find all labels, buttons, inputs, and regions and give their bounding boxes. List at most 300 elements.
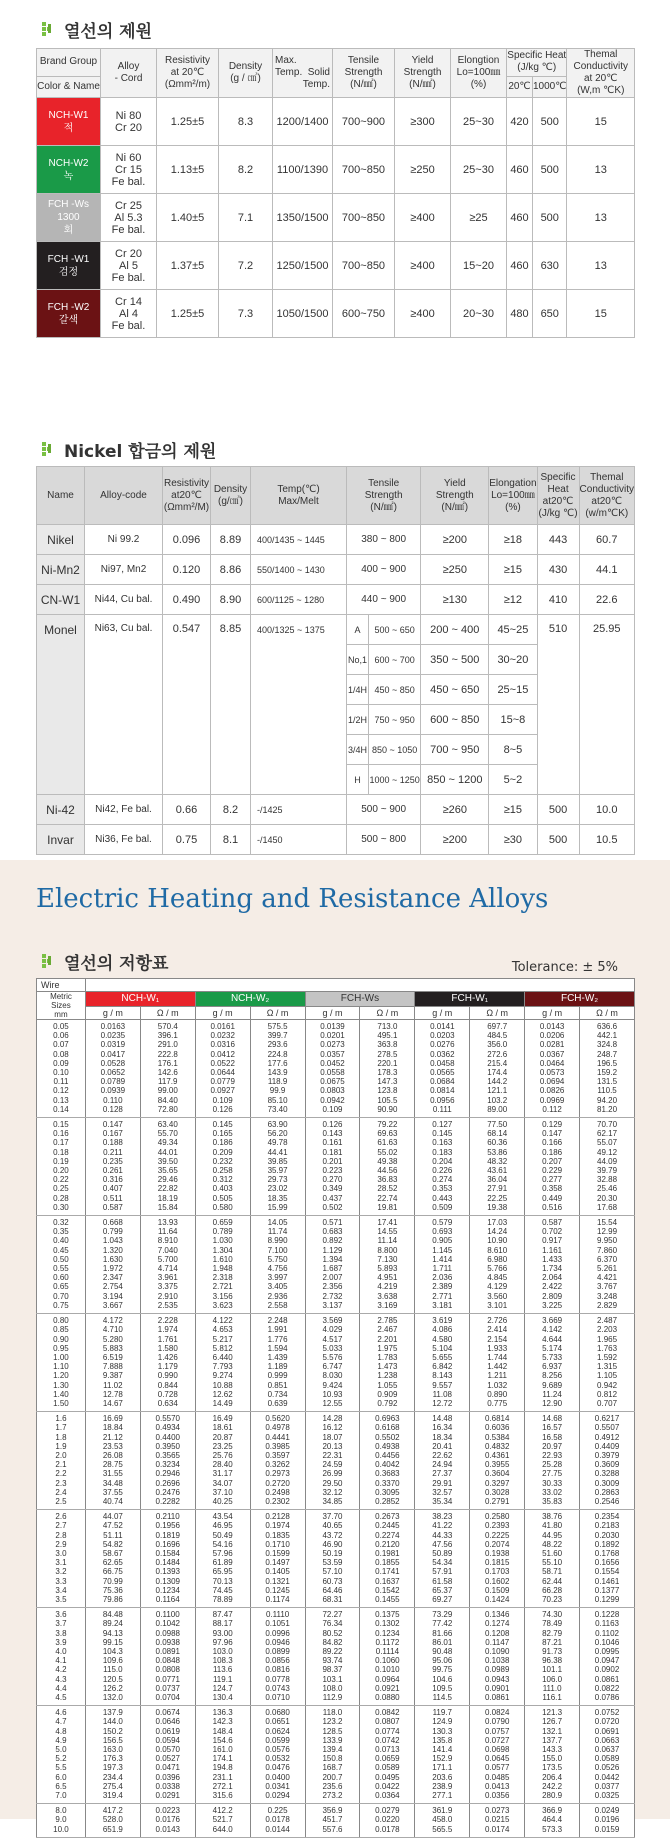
- col-header: NCH-W₂: [195, 992, 305, 1007]
- size-group: [37, 1118, 635, 1216]
- tensile-cell: 440 ~ 900: [347, 585, 421, 615]
- col-header: FCH-W₁: [415, 992, 525, 1007]
- ohm-cell: 17.03 14.24 10.90 8.610 6.980 5.766 4.845 4.129 3.560 3.101: [470, 1216, 525, 1314]
- elong-cell: 8~5: [489, 735, 537, 765]
- alloy-cell: Ni 60 Cr 15 Fe bal.: [101, 146, 157, 194]
- th-alloy-code: Alloy-code: [85, 467, 163, 525]
- weight-cell: 0.668 0.799 1.043 1.320 1.630 1.972 2.347 2.754 3.194 3.667: [85, 1216, 140, 1314]
- tensile-cell: 450 ~ 850: [369, 675, 421, 705]
- size-cell: 1.6 1.7 1.8 1.9 2.0 2.1 2.2 2.3 2.4 2.5: [37, 1412, 86, 1510]
- th-wire: Wire: [37, 979, 86, 992]
- name-cell: Invar: [37, 825, 85, 855]
- yield-cell: 450 ~ 650: [421, 675, 489, 705]
- ohm-cell: 63.90 56.20 49.78 44.41 39.85 35.97 29.73 23.02 18.35 15.99: [250, 1118, 305, 1216]
- tens-cell: 600~750: [333, 290, 395, 338]
- weight-cell: 0.0163 0.0235 0.0319 0.0417 0.0528 0.0652 0.0789 0.0939 0.110 0.128: [85, 1020, 140, 1118]
- s1000-cell: 500: [533, 194, 567, 242]
- size-cell: 8.0 9.0 10.0: [37, 1804, 86, 1838]
- ohm-cell: 0.5570 0.4934 0.4400 0.3950 0.3565 0.3234 0.2946 0.2696 0.2476 0.2282: [140, 1412, 195, 1510]
- ohm-cell: 0.2354 0.2183 0.2030 0.1892 0.1768 0.1656 0.1554 0.1461 0.1377 0.1299: [580, 1510, 635, 1608]
- elong-cell: 15~20: [451, 242, 507, 290]
- weight-cell: 37.70 40.65 43.72 46.90 50.19 53.59 57.10 60.73 64.46 68.31: [305, 1510, 360, 1608]
- thermal-cell: 44.1: [579, 555, 634, 585]
- unit-gm: g / m: [525, 1006, 580, 1019]
- ohm-cell: 0.1110 0.1051 0.0996 0.0946 0.0899 0.0856 0.0816 0.0778 0.0743 0.0710: [250, 1608, 305, 1706]
- spec-cell: 443: [537, 525, 579, 555]
- temp-cell: 400/1325 ~ 1375: [251, 615, 347, 795]
- ohm-cell: 2.726 2.414 2.154 1.933 1.744 1.442 1.211 1.032 0.890 0.775: [470, 1314, 525, 1412]
- den-cell: 8.89: [211, 525, 251, 555]
- weight-cell: 0.127 0.145 0.163 0.183 0.204 0.226 0.274 0.353 0.443 0.509: [415, 1118, 470, 1216]
- th-max-temp: Max. Temp. Solid Temp.: [273, 49, 333, 98]
- elong-cell: ≥30: [489, 825, 537, 855]
- weight-cell: 14.28 16.12 18.07 20.13 22.31 24.59 26.99 29.50 32.12 34.85: [305, 1412, 360, 1510]
- s20-cell: 420: [507, 98, 533, 146]
- th-thermal: Themal Conductivity at 20℃ (W,m ℃K): [567, 49, 635, 98]
- ohm-cell: 0.5620 0.4978 0.4441 0.3985 0.3597 0.3262 0.2973 0.2720 0.2498 0.2302: [250, 1412, 305, 1510]
- temp-cell: 1050/1500: [273, 290, 333, 338]
- temp-cell: -/1425: [251, 795, 347, 825]
- size-group: [37, 1020, 635, 1118]
- th-brand-group: Brand Group: [37, 49, 101, 77]
- weight-cell: 38.76 41.80 44.95 48.22 51.60 55.10 58.71 62.44 66.28 70.23: [525, 1510, 580, 1608]
- weight-cell: 16.69 18.84 21.12 23.53 26.08 28.75 31.55 34.48 37.55 40.74: [85, 1412, 140, 1510]
- size-group: [37, 1804, 635, 1838]
- size-cell: 0.80 0.85 0.90 0.95 1.00 1.10 1.20 1.30 1.40 1.50: [37, 1314, 86, 1412]
- weight-cell: 0.129 0.147 0.166 0.186 0.207 0.229 0.277 0.358 0.449 0.516: [525, 1118, 580, 1216]
- unit-ohm: Ω / m: [360, 1006, 415, 1019]
- yield-cell: 200 ~ 400: [421, 615, 489, 645]
- name-cell: Ni-42: [37, 795, 85, 825]
- res-cell: 0.490: [163, 585, 211, 615]
- yield-cell: ≥250: [421, 555, 489, 585]
- elong-cell: 25~30: [451, 98, 507, 146]
- th-specific-heat: Specific Heat at20℃ (J/kg ℃): [537, 467, 579, 525]
- tensile-cell: 500 ~ 800: [347, 825, 421, 855]
- weight-cell: 119.7 124.9 130.3 135.8 141.4 152.9 171.1 203.6 238.9 277.1: [415, 1706, 470, 1804]
- name-cell: Nikel: [37, 525, 85, 555]
- ohm-cell: 0.1375 0.1302 0.1234 0.1172 0.1114 0.1060 0.1010 0.0964 0.0921 0.0880: [360, 1608, 415, 1706]
- tens-cell: 700~850: [333, 242, 395, 290]
- th-thermal: Themal Conductivity at20℃ (w/m℃K): [579, 467, 634, 525]
- elong-cell: 15~8: [489, 705, 537, 735]
- yld-cell: ≥300: [395, 98, 451, 146]
- alloy-code-cell: Ni36, Fe bal.: [85, 825, 163, 855]
- elong-cell: 20~30: [451, 290, 507, 338]
- thermal-cell: 10.5: [579, 825, 634, 855]
- section-title-3: 열선의 저항표: [0, 946, 168, 976]
- color-name-cell: NCH-W2 녹: [37, 146, 101, 194]
- res-cell: 0.547: [163, 615, 211, 795]
- temp-cell: 1350/1500: [273, 194, 333, 242]
- s1000-cell: 650: [533, 290, 567, 338]
- res-cell: 0.75: [163, 825, 211, 855]
- heating-wire-spec-table: [36, 48, 635, 338]
- weight-cell: 0.145 0.165 0.186 0.209 0.232 0.258 0.312 0.403 0.505 0.580: [195, 1118, 250, 1216]
- weight-cell: 43.54 46.95 50.49 54.16 57.96 61.89 65.95 70.13 74.45 78.89: [195, 1510, 250, 1608]
- ohm-cell: 0.0842 0.0807 0.0774 0.0742 0.0713 0.0659 0.0589 0.0495 0.0422 0.0364: [360, 1706, 415, 1804]
- weight-cell: 412.2 521.7 644.0: [195, 1804, 250, 1838]
- size-group: [37, 1216, 635, 1314]
- res-cell: 0.66: [163, 795, 211, 825]
- weight-cell: 0.126 0.143 0.161 0.181 0.201 0.223 0.270 0.349 0.437 0.502: [305, 1118, 360, 1216]
- ohm-cell: 0.0249 0.0196 0.0159: [580, 1804, 635, 1838]
- yld-cell: ≥400: [395, 242, 451, 290]
- size-cell: 0.15 0.16 0.17 0.18 0.19 0.20 0.22 0.25 0.28 0.30: [37, 1118, 86, 1216]
- weight-cell: 137.9 144.0 150.2 156.5 163.0 176.3 197.3 234.4 275.4 319.4: [85, 1706, 140, 1804]
- ohm-cell: 0.1100 0.1042 0.0988 0.0938 0.0891 0.0848 0.0808 0.0771 0.0737 0.0704: [140, 1608, 195, 1706]
- th-cell: 13: [567, 194, 635, 242]
- spec-cell: 500: [537, 795, 579, 825]
- weight-cell: 0.0143 0.0206 0.0281 0.0367 0.0464 0.0573 0.0694 0.0826 0.0969 0.112: [525, 1020, 580, 1118]
- unit-ohm: Ω / m: [250, 1006, 305, 1019]
- unit-ohm: Ω / m: [580, 1006, 635, 1019]
- den-cell: 8.3: [219, 98, 273, 146]
- bullet-icon: [42, 22, 56, 36]
- spec-row: [37, 146, 635, 194]
- den-cell: 7.3: [219, 290, 273, 338]
- ohm-cell: 0.0680 0.0651 0.0624 0.0599 0.0576 0.0532 0.0476 0.0400 0.0341 0.0294: [250, 1706, 305, 1804]
- s20-cell: 480: [507, 290, 533, 338]
- section-title-1: 열선의 제원: [0, 14, 152, 44]
- weight-cell: 0.0139 0.0201 0.0273 0.0357 0.0452 0.0558 0.0675 0.0803 0.0942 0.109: [305, 1020, 360, 1118]
- tensile-cell: 1000 ~ 1250: [369, 765, 421, 795]
- den-cell: 7.2: [219, 242, 273, 290]
- bullet-icon: [42, 442, 56, 456]
- size-cell: 4.6 4.7 4.8 4.9 5.0 5.2 5.5 6.0 6.5 7.0: [37, 1706, 86, 1804]
- size-group: [37, 1314, 635, 1412]
- temp-cell: 1200/1400: [273, 98, 333, 146]
- weight-cell: 74.30 78.49 82.79 87.21 91.73 96.38 101.1 106.0 111.0 116.1: [525, 1608, 580, 1706]
- name-cell: CN-W1: [37, 585, 85, 615]
- unit-gm: g / m: [415, 1006, 470, 1019]
- weight-cell: 417.2 528.0 651.9: [85, 1804, 140, 1838]
- weight-cell: 44.07 47.52 51.11 54.82 58.67 62.65 66.75 70.99 75.36 79.86: [85, 1510, 140, 1608]
- col-header: NCH-W₁: [85, 992, 195, 1007]
- section-title-2: Nickel 합금의 제원: [0, 434, 216, 464]
- ohm-cell: 2.785 2.467 2.201 1.975 1.783 1.473 1.238 1.055 0.909 0.792: [360, 1314, 415, 1412]
- alloy-cell: Ni 80 Cr 20: [101, 98, 157, 146]
- yld-cell: ≥400: [395, 290, 451, 338]
- ohm-cell: 713.0 495.1 363.8 278.5 220.1 178.3 147.3 123.8 105.5 90.90: [360, 1020, 415, 1118]
- ohm-cell: 0.6217 0.5507 0.4912 0.4409 0.3979 0.3609 0.3288 0.3009 0.2863 0.2546: [580, 1412, 635, 1510]
- bullet-icon: [42, 954, 56, 968]
- weight-cell: 0.0141 0.0203 0.0276 0.0362 0.0458 0.0565 0.0684 0.0814 0.0956 0.111: [415, 1020, 470, 1118]
- spec-cell: 500: [537, 825, 579, 855]
- ohm-cell: 636.6 442.1 324.8 248.7 196.5 159.2 131.5 110.5 94.20 81.20: [580, 1020, 635, 1118]
- alloy-code-cell: Ni63, Cu bal.: [85, 615, 163, 795]
- nickel-row: [37, 525, 635, 555]
- elong-cell: 30~20: [489, 645, 537, 675]
- ohm-cell: 0.0279 0.0220 0.0178: [360, 1804, 415, 1838]
- nickel-row: [37, 825, 635, 855]
- weight-cell: 121.3 126.7 132.1 137.7 143.3 155.0 173.5 206.4 242.2 280.9: [525, 1706, 580, 1804]
- th-tensile: Tensile Strength (N/㎟): [333, 49, 395, 98]
- size-group: [37, 1706, 635, 1804]
- den-cell: 8.2: [219, 146, 273, 194]
- alloy-cell: Cr 25 Al 5.3 Fe bal.: [101, 194, 157, 242]
- ohm-cell: 0.225 0.0178 0.0144: [250, 1804, 305, 1838]
- weight-cell: 0.147 0.167 0.188 0.211 0.235 0.261 0.316 0.407 0.511 0.587: [85, 1118, 140, 1216]
- nickel-row-monel: [37, 615, 635, 645]
- den-cell: 8.1: [211, 825, 251, 855]
- ohm-cell: 0.1346 0.1274 0.1208 0.1147 0.1090 0.1038 0.0989 0.0943 0.0901 0.0861: [470, 1608, 525, 1706]
- name-cell: Monel: [37, 615, 85, 795]
- alloy-cell: Cr 14 Al 4 Fe bal.: [101, 290, 157, 338]
- th-elongation: Elongation Lo=100㎜ (%): [489, 467, 537, 525]
- res-cell: 1.25±5: [157, 98, 219, 146]
- weight-cell: 3.569 4.029 4.517 5.033 5.576 6.747 8.030 9.424 10.93 12.55: [305, 1314, 360, 1412]
- weight-cell: 4.122 4.653 5.217 5.812 6.440 7.793 9.274 10.88 12.62 14.49: [195, 1314, 250, 1412]
- ohm-cell: 0.6814 0.6036 0.5384 0.4832 0.4361 0.3955 0.3604 0.3297 0.3028 0.2791: [470, 1412, 525, 1510]
- th-metric-sizes: Metric Sizes mm: [37, 992, 86, 1020]
- ohm-cell: 79.22 69.63 61.63 55.02 49.38 44.56 36.83 28.52 22.74 19.81: [360, 1118, 415, 1216]
- yield-cell: 350 ~ 500: [421, 645, 489, 675]
- tensile-cell: 600 ~ 700: [369, 645, 421, 675]
- den-cell: 7.1: [219, 194, 273, 242]
- res-cell: 0.120: [163, 555, 211, 585]
- temp-cell: 1100/1390: [273, 146, 333, 194]
- weight-cell: 16.49 18.61 20.87 23.25 25.76 28.40 31.17 34.07 37.10 40.25: [195, 1412, 250, 1510]
- unit-ohm: Ω / m: [470, 1006, 525, 1019]
- ohm-cell: 0.2110 0.1956 0.1819 0.1696 0.1584 0.1484 0.1393 0.1309 0.1234 0.1164: [140, 1510, 195, 1608]
- resistance-table: [36, 978, 635, 1838]
- nickel-row: [37, 795, 635, 825]
- color-name-cell: NCH-W1 적: [37, 98, 101, 146]
- weight-cell: 0.579 0.693 0.905 1.145 1.414 1.711 2.036 2.389 2.771 3.181: [415, 1216, 470, 1314]
- weight-cell: 84.48 89.24 94.13 99.15 104.3 109.6 115.0 120.5 126.2 132.0: [85, 1608, 140, 1706]
- s1000-cell: 500: [533, 146, 567, 194]
- elong-cell: 25~30: [451, 146, 507, 194]
- weight-cell: 87.47 88.17 93.00 97.96 103.0 108.3 113.6 119.1 124.7 130.4: [195, 1608, 250, 1706]
- weight-cell: 4.172 4.710 5.280 5.883 6.519 7.888 9.387 11.02 12.78 14.67: [85, 1314, 140, 1412]
- th-density: Density (g / ㎤): [219, 49, 273, 98]
- ohm-cell: 0.0273 0.0215 0.0174: [470, 1804, 525, 1838]
- tolerance-note: Tolerance: ± 5%: [511, 960, 618, 975]
- tensile-cell: 850 ~ 1050: [369, 735, 421, 765]
- page-title: Electric Heating and Resistance Alloys: [36, 884, 549, 914]
- size-cell: 2.6 2.7 2.8 2.9 3.0 3.1 3.2 3.3 3.4 3.5: [37, 1510, 86, 1608]
- nickel-row: [37, 555, 635, 585]
- res-cell: 1.25±5: [157, 290, 219, 338]
- yield-cell: 600 ~ 850: [421, 705, 489, 735]
- alloy-cell: Cr 20 Al 5 Fe bal.: [101, 242, 157, 290]
- spec-cell: 510: [537, 615, 579, 795]
- s1000-cell: 500: [533, 98, 567, 146]
- temper-cell: 1/2H: [347, 705, 369, 735]
- ohm-cell: 0.0674 0.0646 0.0619 0.0594 0.0570 0.0527 0.0471 0.0396 0.0338 0.0291: [140, 1706, 195, 1804]
- yld-cell: ≥250: [395, 146, 451, 194]
- elong-cell: ≥15: [489, 555, 537, 585]
- th-density: Density (g/㎤): [211, 467, 251, 525]
- col-header: FCH-Ws: [305, 992, 415, 1007]
- ohm-cell: 0.2580 0.2393 0.2225 0.2074 0.1938 0.1815 0.1703 0.1602 0.1509 0.1424: [470, 1510, 525, 1608]
- th-yield: Yield Strength (N/㎟): [395, 49, 451, 98]
- temp-cell: -/1450: [251, 825, 347, 855]
- elong-cell: ≥12: [489, 585, 537, 615]
- spec-row: [37, 194, 635, 242]
- elong-cell: ≥15: [489, 795, 537, 825]
- ohm-cell: 2.487 2.203 1.965 1.763 1.592 1.315 1.105 0.942 0.812 0.707: [580, 1314, 635, 1412]
- ohm-cell: 13.93 11.64 8.910 7.040 5.700 4.714 3.961 3.375 2.910 2.535: [140, 1216, 195, 1314]
- temper-cell: 3/4H: [347, 735, 369, 765]
- weight-cell: 0.571 0.683 0.892 1.129 1.394 1.687 2.007 2.356 2.732 3.137: [305, 1216, 360, 1314]
- temper-cell: H: [347, 765, 369, 795]
- elong-cell: 45~25: [489, 615, 537, 645]
- s20-cell: 460: [507, 242, 533, 290]
- yield-cell: ≥130: [421, 585, 489, 615]
- yld-cell: ≥400: [395, 194, 451, 242]
- th-elongation: Elongtion Lo=100㎜ (%): [451, 49, 507, 98]
- weight-cell: 3.669 4.142 4.644 5.174 5.733 6.937 8.256 9.689 11.24 12.90: [525, 1314, 580, 1412]
- alloy-code-cell: Ni97, Mn2: [85, 555, 163, 585]
- ohm-cell: 0.2673 0.2445 0.2274 0.2120 0.1981 0.1855 0.1741 0.1637 0.1542 0.1455: [360, 1510, 415, 1608]
- weight-cell: 0.659 0.789 1.030 1.304 1.610 1.948 2.318 2.721 3.156 3.623: [195, 1216, 250, 1314]
- temp-cell: 600/1125 ~ 1280: [251, 585, 347, 615]
- color-name-cell: FCH -W1 검정: [37, 242, 101, 290]
- thermal-cell: 22.6: [579, 585, 634, 615]
- ohm-cell: 14.05 11.74 8.990 7.100 5.750 4.756 3.997 3.405 2.936 2.558: [250, 1216, 305, 1314]
- den-cell: 8.86: [211, 555, 251, 585]
- unit-gm: g / m: [85, 1006, 140, 1019]
- size-group: [37, 1412, 635, 1510]
- th-yield: Yield Strength (N/㎟): [421, 467, 489, 525]
- elong-cell: ≥25: [451, 194, 507, 242]
- temper-cell: A: [347, 615, 369, 645]
- weight-cell: 118.0 123.2 128.5 133.9 139.4 150.8 168.7 200.7 235.6 273.2: [305, 1706, 360, 1804]
- unit-ohm: Ω / m: [140, 1006, 195, 1019]
- tens-cell: 700~850: [333, 146, 395, 194]
- size-cell: 0.05 0.06 0.07 0.08 0.09 0.10 0.11 0.12 0.13 0.14: [37, 1020, 86, 1118]
- weight-cell: 0.0161 0.0232 0.0316 0.0412 0.0522 0.0644 0.0779 0.0927 0.109 0.126: [195, 1020, 250, 1118]
- ohm-cell: 15.54 12.99 9.950 7.860 6.370 5.261 4.421 3.767 3.248 2.829: [580, 1216, 635, 1314]
- ohm-cell: 0.1228 0.1163 0.1102 0.1046 0.0995 0.0947 0.0902 0.0861 0.0822 0.0786: [580, 1608, 635, 1706]
- alloy-code-cell: Ni42, Fe bal.: [85, 795, 163, 825]
- weight-cell: 361.9 458.0 565.5: [415, 1804, 470, 1838]
- temper-cell: 1/4H: [347, 675, 369, 705]
- weight-cell: 136.3 142.3 148.4 154.6 161.0 174.1 194.8 231.1 272.1 315.6: [195, 1706, 250, 1804]
- elong-cell: ≥18: [489, 525, 537, 555]
- th-alloy: Alloy - Cord: [101, 49, 157, 98]
- s1000-cell: 630: [533, 242, 567, 290]
- ohm-cell: 575.5 399.7 293.6 224.8 177.6 143.9 118.9 99.9 85.10 73.40: [250, 1020, 305, 1118]
- weight-cell: 38.23 41.22 44.33 47.56 50.89 54.34 57.91 61.58 65.37 69.27: [415, 1510, 470, 1608]
- th-resistivity: Resistivity at 20℃ (Ωmm²/m): [157, 49, 219, 98]
- den-cell: 8.90: [211, 585, 251, 615]
- s20-cell: 460: [507, 194, 533, 242]
- weight-cell: 72.27 76.34 80.52 84.82 89.22 93.74 98.37 103.1 108.0 112.9: [305, 1608, 360, 1706]
- spec-cell: 410: [537, 585, 579, 615]
- weight-cell: 356.9 451.7 557.6: [305, 1804, 360, 1838]
- res-cell: 1.37±5: [157, 242, 219, 290]
- th-name: Name: [37, 467, 85, 525]
- res-cell: 0.096: [163, 525, 211, 555]
- ohm-cell: 0.6963 0.6168 0.5502 0.4938 0.4456 0.4042 0.3683 0.3370 0.3095 0.2852: [360, 1412, 415, 1510]
- den-cell: 8.2: [211, 795, 251, 825]
- tensile-cell: 400 ~ 900: [347, 555, 421, 585]
- ohm-cell: 570.4 396.1 291.0 222.8 176.1 142.6 117.9 99.00 84.40 72.80: [140, 1020, 195, 1118]
- ohm-cell: 697.7 484.5 356.0 272.6 215.4 174.4 144.2 121.1 103.2 89.00: [470, 1020, 525, 1118]
- th-color-name: Color & Name: [37, 76, 101, 97]
- alloy-code-cell: Ni44, Cu bal.: [85, 585, 163, 615]
- alloy-code-cell: Ni 99.2: [85, 525, 163, 555]
- th-resistivity: Resistivity at20℃ (Ωmm²/M): [163, 467, 211, 525]
- temp-cell: 550/1400 ~ 1430: [251, 555, 347, 585]
- weight-cell: 0.587 0.702 0.917 1.161 1.433 1.734 2.064 2.422 2.809 3.225: [525, 1216, 580, 1314]
- yield-cell: 700 ~ 950: [421, 735, 489, 765]
- spec-row: [37, 242, 635, 290]
- unit-gm: g / m: [305, 1006, 360, 1019]
- color-name-cell: FCH -Ws 1300 회: [37, 194, 101, 242]
- yield-cell: ≥200: [421, 825, 489, 855]
- s20-cell: 460: [507, 146, 533, 194]
- nickel-alloy-spec-table: [36, 466, 635, 855]
- res-cell: 1.13±5: [157, 146, 219, 194]
- ohm-cell: 0.0824 0.0790 0.0757 0.0727 0.0698 0.0645 0.0577 0.0485 0.0413 0.0356: [470, 1706, 525, 1804]
- weight-cell: 14.48 16.34 18.34 20.41 22.62 24.94 27.37 29.91 32.57 35.34: [415, 1412, 470, 1510]
- res-cell: 1.40±5: [157, 194, 219, 242]
- tens-cell: 700~900: [333, 98, 395, 146]
- th-temp: Temp(℃) Max/Melt: [251, 467, 347, 525]
- th-tensile: Tensile Strength (N/㎟): [347, 467, 421, 525]
- size-group: [37, 1608, 635, 1706]
- yield-cell: ≥260: [421, 795, 489, 825]
- th-cell: 13: [567, 242, 635, 290]
- size-group: [37, 1510, 635, 1608]
- tensile-cell: 500 ~ 900: [347, 795, 421, 825]
- weight-cell: 3.619 4.086 4.580 5.104 5.655 6.842 8.143 9.557 11.08 12.72: [415, 1314, 470, 1412]
- yield-cell: ≥200: [421, 525, 489, 555]
- elong-cell: 25~15: [489, 675, 537, 705]
- size-cell: 3.6 3.7 3.8 3.9 4.0 4.1 4.2 4.3 4.4 4.5: [37, 1608, 86, 1706]
- temp-cell: 1250/1500: [273, 242, 333, 290]
- color-name-cell: FCH -W2 갈색: [37, 290, 101, 338]
- ohm-cell: 0.0223 0.0176 0.0143: [140, 1804, 195, 1838]
- tensile-cell: 380 ~ 800: [347, 525, 421, 555]
- size-cell: 0.32 0.35 0.40 0.45 0.50 0.55 0.60 0.65 0.70 0.75: [37, 1216, 86, 1314]
- ohm-cell: 70.70 62.17 55.07 49.12 44.09 39.79 32.88 25.46 20.30 17.68: [580, 1118, 635, 1216]
- weight-cell: 73.29 77.42 81.66 86.01 90.48 95.06 99.75 104.6 109.5 114.5: [415, 1608, 470, 1706]
- spec-row: [37, 98, 635, 146]
- th-cell: 15: [567, 98, 635, 146]
- th-spec-1000: 1000℃: [533, 76, 567, 97]
- weight-cell: 366.9 464.4 573.3: [525, 1804, 580, 1838]
- tensile-cell: 750 ~ 950: [369, 705, 421, 735]
- thermal-cell: 25.95: [579, 615, 634, 795]
- th-spec-20: 20℃: [507, 76, 533, 97]
- spec-cell: 430: [537, 555, 579, 585]
- ohm-cell: 2.228 1.974 1.761 1.580 1.426 1.179 0.990 0.844 0.728 0.634: [140, 1314, 195, 1412]
- th-cell: 13: [567, 146, 635, 194]
- temper-cell: No,1: [347, 645, 369, 675]
- ohm-cell: 2.248 1.991 1.776 1.594 1.439 1.189 0.999 0.851 0.734 0.639: [250, 1314, 305, 1412]
- ohm-cell: 77.50 68.14 60.36 53.86 48.32 43.61 36.04 27.91 22.25 19.38: [470, 1118, 525, 1216]
- ohm-cell: 63.40 55.70 49.34 44.01 39.50 35.65 29.46 22.82 18.19 15.84: [140, 1118, 195, 1216]
- ohm-cell: 17.41 14.55 11.14 8.800 7.130 5.893 4.951 4.219 3.638 3.169: [360, 1216, 415, 1314]
- tens-cell: 700~850: [333, 194, 395, 242]
- unit-gm: g / m: [195, 1006, 250, 1019]
- weight-cell: 14.68 16.57 16.58 20.97 22.93 25.28 27.75 30.33 33.02 35.83: [525, 1412, 580, 1510]
- name-cell: Ni-Mn2: [37, 555, 85, 585]
- ohm-cell: 0.2128 0.1974 0.1835 0.1710 0.1599 0.1497 0.1405 0.1321 0.1245 0.1174: [250, 1510, 305, 1608]
- den-cell: 8.85: [211, 615, 251, 795]
- ohm-cell: 0.0752 0.0720 0.0691 0.0663 0.0637 0.0589 0.0526 0.0442 0.0377 0.0325: [580, 1706, 635, 1804]
- th-cell: 15: [567, 290, 635, 338]
- yield-cell: 850 ~ 1200: [421, 765, 489, 795]
- temp-cell: 400/1435 ~ 1445: [251, 525, 347, 555]
- th-specific-heat: Specific Heat (J/kg ℃): [507, 49, 567, 77]
- elong-cell: 5~2: [489, 765, 537, 795]
